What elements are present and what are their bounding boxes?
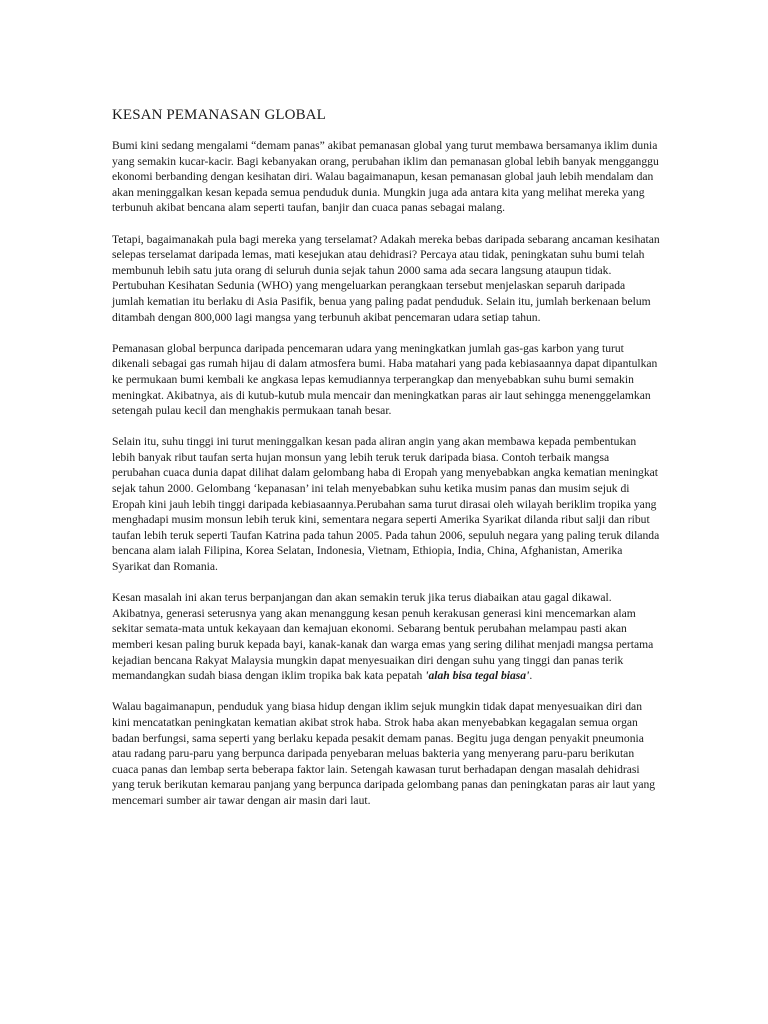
document-title: KESAN PEMANASAN GLOBAL bbox=[112, 107, 326, 123]
paragraph-1: Bumi kini sedang mengalami “demam panas” akibat pemanasan global yang turut membawa bersamanya iklim dunia yang semakin kucar-kacir. Bagi kebanyakan orang, perubahan iklim dan pemanasan global lebih banyak mengganggu ekonomi berbanding dengan kesihatan diri. Walau bagaimanapun, kesan pemanasan global jauh lebih mendalam dan akan meninggalkan kesan kepada semua penduduk dunia. Mungkin juga ada antara kita yang melihat mereka yang terbunuh akibat bencana alam seperti taufan, banjir dan cuaca panas sebagai malang. bbox=[112, 139, 659, 215]
paragraph-6: Walau bagaimanapun, penduduk yang biasa hidup dengan iklim sejuk mungkin tidak dapat menyesuaikan diri dan kini mencatatkan peningkatan kematian akibat strok haba. Strok haba akan menyebabkan kegagalan semua organ badan berfungsi, sama seperti yang berlaku kepada pesakit demam panas. Begitu juga dengan penyakit pneumonia atau radang paru-paru yang berpunca daripada penyebaran meluas bakteria yang menyerang paru-paru berikutan cuaca panas dan lembap serta beberapa faktor lain. Setengah kawasan turut berhadapan dengan masalah dehidrasi yang teruk berikutan kemarau panjang yang berpunca daripada gelombang panas dan peningkatan paras air laut yang mencemari sumber air tawar dengan air masin dari laut. bbox=[112, 700, 656, 807]
paragraph-3: Pemanasan global berpunca daripada pencemaran udara yang meningkatkan jumlah gas-gas karbon yang turut dikenali sebagai gas rumah hijau di dalam atmosfera bumi. Haba matahari yang pada kebiasaannya dapat dipantulkan ke permukaan bumi kembali ke angkasa lepas kemudiannya terperangkap dan menyebabkan suhu bumi semakin meningkat. Akibatnya, ais di kutub-kutub mula mencair dan meningkatkan paras air laut sehingga menenggelamkan setengah pulau kecil dan menghakis permukaan tanah besar. bbox=[112, 341, 658, 418]
proverb-text: 'alah bisa tegal biasa' bbox=[425, 669, 530, 683]
paragraph-5-text: Kesan masalah ini akan terus berpanjangan dan akan semakin teruk jika terus diabaikan atau gagal dikawal. Akibatnya, generasi seterusnya yang akan menanggung kesan penuh kerakusan generasi kini mencemarkan alam sekitar semata-mata untuk kekayaan dan kemajuan ekonomi. Sebarang bentuk perubahan melampau pasti akan memberi kesan paling buruk kepada bayi, kanak-kanak dan warga emas yang sering dilihat menjadi mangsa pertama kejadian bencana Rakyat Malaysia mungkin dapat menyesuaikan diri dengan suhu yang tinggi dan panas terik memandangkan sudah biasa dengan iklim tropika bak kata pepatah bbox=[112, 591, 654, 683]
document-body bbox=[112, 106, 660, 824]
paragraph-4: Selain itu, suhu tinggi ini turut meninggalkan kesan pada aliran angin yang akan membawa kepada pembentukan lebih banyak ribut taufan serta hujan monsun yang lebih teruk teruk daripada biasa. Contoh terbaik mangsa perubahan cuaca dunia dapat dilihat dalam gelombang haba di Eropah yang menyebabkan angka kematian meningkat sejak tahun 2000. Gelombang ‘kepanasan’ ini telah menyebabkan suhu ketika musim panas dan musim sejuk di Eropah kini jauh lebih tinggi daripada kebiasaannya.Perubahan sama turut dirasai oleh wilayah beriklim tropika yang menghadapi musim monsun lebih teruk kini, sementara negara seperti Amerika Syarikat dilanda ribut salji dan ribut taufan lebih teruk seperti Taufan Katrina pada tahun 2005. Pada tahun 2006, sepuluh negara yang paling teruk dilanda bencana alam ialah Filipina, Korea Selatan, Indonesia, Vietnam, Ethiopia, India, China, Afghanistan, Amerika Syarikat dan Romania. bbox=[112, 435, 660, 574]
proverb-end: . bbox=[529, 669, 533, 683]
paragraph-5 bbox=[112, 590, 660, 684]
paragraph-2: Tetapi, bagaimanakah pula bagi mereka yang terselamat? Adakah mereka bebas daripada sebarang ancaman kesihatan selepas terselamat daripada lemas, mati kesejukan atau dehidrasi? Percaya atau tidak, peningkatan suhu bumi telah membunuh lebih satu juta orang di seluruh dunia sejak tahun 2000 sama ada secara langsung ataupun tidak. Pertubuhan Kesihatan Sedunia (WHO) yang mengeluarkan perangkaan tersebut menjelaskan separuh daripada jumlah kematian itu berlaku di Asia Pasifik, benua yang paling padat penduduk. Selain itu, jumlah berkenaan belum ditambah dengan 800,000 lagi mangsa yang terbunuh akibat pencemaran udara setiap tahun. bbox=[112, 232, 660, 324]
